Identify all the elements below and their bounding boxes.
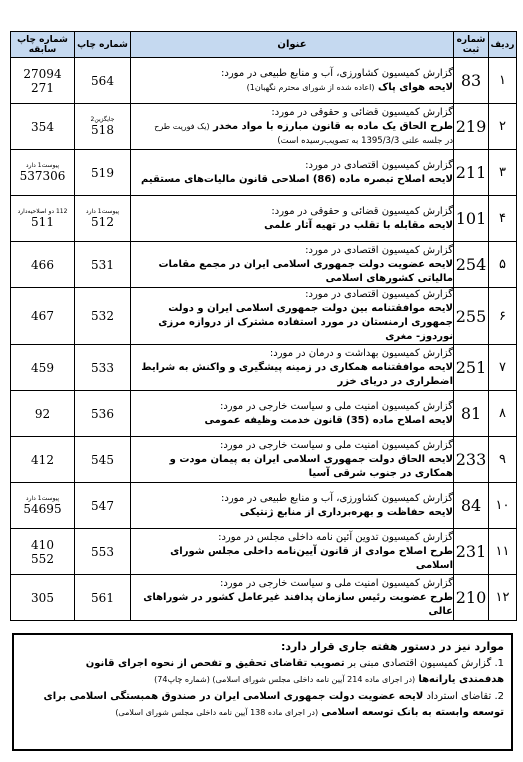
cell-sabt: 233 xyxy=(454,437,489,483)
title-line-2 xyxy=(131,506,453,520)
cell-chap-value: 536 xyxy=(91,406,114,421)
title-line-1: گزارش کمیسیون کشاورزی، آب و منابع طبیعی در مورد: xyxy=(221,67,453,79)
title-line-2 xyxy=(131,81,453,95)
cell-chap-value: 533 xyxy=(91,360,114,375)
cell-sabt: 84 xyxy=(454,483,489,529)
title-line-2 xyxy=(131,219,453,233)
cell-sabt: 101 xyxy=(454,196,489,242)
cell-radif: ۴ xyxy=(489,196,517,242)
cell-chap xyxy=(75,575,131,621)
title-main: لایحه اصلاح تبصره ماده (86) اصلاحی قانون مالیات‌های مستقیم xyxy=(141,173,453,185)
cell-sabt: 210 xyxy=(454,575,489,621)
table-row xyxy=(11,288,517,345)
cell-radif: ۷ xyxy=(489,345,517,391)
cell-title xyxy=(131,391,454,437)
header-sabeq: شماره چاپ سابقه xyxy=(11,32,75,58)
cell-sabeq xyxy=(11,345,75,391)
table-row xyxy=(11,437,517,483)
title-line-1: گزارش کمیسیون امنیت ملی و سیاست خارجی در مورد: xyxy=(219,439,453,451)
cell-sabt: 211 xyxy=(454,150,489,196)
note-1-part-b: تصویب xyxy=(310,658,345,669)
cell-title xyxy=(131,58,454,104)
title-line-2 xyxy=(131,414,453,428)
header-title: عنوان xyxy=(131,32,454,58)
table-row xyxy=(11,391,517,437)
agenda-table-container xyxy=(10,31,516,621)
note-2-part-b: لایحه عضویت دولت جمهوری اسلامی ایران در صندوق همبستگی اسلامی برای xyxy=(43,691,424,702)
cell-title xyxy=(131,150,454,196)
cell-chap-note: جایگزین2 xyxy=(90,116,115,123)
cell-sabeq xyxy=(11,483,75,529)
note-1-part-c: تقاضای تحقیق و تفحص از نحوه اجرای قانون xyxy=(85,658,308,669)
title-line-1: گزارش کمیسیون اقتصادی در مورد: xyxy=(305,289,453,300)
note-1-part-e: (در اجرای ماده 214 آیین نامه داخلی مجلس شورای اسلامی) (شماره چاپ74) xyxy=(154,675,416,684)
agenda-table xyxy=(10,31,517,621)
cell-sabeq xyxy=(11,437,75,483)
cell-sabeq xyxy=(11,242,75,288)
note-item-2 xyxy=(21,689,504,721)
cell-radif: ۹ xyxy=(489,437,517,483)
cell-radif: ۲ xyxy=(489,104,517,150)
cell-sabt: 219 xyxy=(454,104,489,150)
cell-sabeq-value: 459 xyxy=(31,360,54,375)
title-line-2 xyxy=(131,591,453,619)
title-line-1: گزارش کمیسیون تدوین آئین نامه داخلی مجلس در مورد: xyxy=(218,531,453,543)
cell-chap xyxy=(75,242,131,288)
cell-chap-value: 561 xyxy=(91,590,114,605)
cell-title xyxy=(131,242,454,288)
cell-sabt: 231 xyxy=(454,529,489,575)
cell-chap xyxy=(75,529,131,575)
cell-sabeq-value: 354 xyxy=(31,119,54,134)
note-2-part-a: 2. تقاضای استرداد xyxy=(426,691,504,702)
title-line-1: گزارش کمیسیون کشاورزی، آب و منابع طبیعی در مورد: xyxy=(221,492,453,504)
table-row xyxy=(11,345,517,391)
cell-sabeq-value: 511 xyxy=(31,215,54,229)
cell-sabt: 83 xyxy=(454,58,489,104)
title-line-1: گزارش کمیسیون قضائی و حقوقی در مورد: xyxy=(271,106,453,118)
cell-sabeq-value: 537306 xyxy=(19,169,66,183)
title-tail: (اعاده شده از شورای محترم نگهبان1) xyxy=(246,82,375,92)
cell-radif: ۱۰ xyxy=(489,483,517,529)
cell-title xyxy=(131,575,454,621)
cell-sabeq-note: پیوست1 دارد xyxy=(25,495,60,502)
cell-sabeq-value: 27094 271 xyxy=(23,66,62,95)
table-row xyxy=(11,483,517,529)
cell-title xyxy=(131,288,454,345)
cell-radif: ۱۱ xyxy=(489,529,517,575)
table-row xyxy=(11,575,517,621)
note-item-1 xyxy=(21,656,504,688)
cell-chap-value: 545 xyxy=(91,452,114,467)
cell-radif: ۶ xyxy=(489,288,517,345)
notes-box xyxy=(12,633,513,751)
cell-radif: ۳ xyxy=(489,150,517,196)
title-main: لایحه موافقتنامه همکاری در زمینه پیشگیری و واکنش به شرایط اضطراری در دریای خزر xyxy=(141,361,453,387)
cell-chap xyxy=(75,483,131,529)
cell-title xyxy=(131,529,454,575)
cell-chap-note: پیوست1 دارد xyxy=(85,208,120,215)
title-line-1: گزارش کمیسیون امنیت ملی و سیاست خارجی در مورد: xyxy=(219,577,453,589)
cell-sabeq-value: 410 552 xyxy=(31,537,54,566)
cell-sabeq xyxy=(11,575,75,621)
cell-sabeq-value: 412 xyxy=(31,452,54,467)
cell-sabeq-note: پیوست1 دارد xyxy=(25,162,60,169)
title-line-2 xyxy=(131,258,453,286)
cell-sabeq xyxy=(11,288,75,345)
note-1-part-d: هدفمندی یارانه‌ها xyxy=(418,674,504,685)
cell-sabeq xyxy=(11,196,75,242)
table-row xyxy=(11,529,517,575)
title-line-2 xyxy=(131,173,453,187)
table-body xyxy=(11,58,517,621)
cell-chap-value: 519 xyxy=(91,165,114,180)
title-line-1: گزارش کمیسیون بهداشت و درمان در مورد: xyxy=(269,347,453,359)
note-1-part-a: 1. گزارش کمیسیون اقتصادی مبنی بر xyxy=(347,658,504,669)
header-radif: ردیف xyxy=(489,32,517,58)
cell-chap xyxy=(75,196,131,242)
cell-sabeq-value: 305 xyxy=(31,590,54,605)
notes-heading: موارد نیز در دستور هفته جاری قرار دارد: xyxy=(280,640,504,653)
cell-title xyxy=(131,483,454,529)
title-line-2 xyxy=(131,453,453,481)
table-row xyxy=(11,150,517,196)
cell-sabeq-value: 54695 xyxy=(23,502,62,516)
title-main: لایحه هوای پاک xyxy=(378,81,453,93)
cell-sabeq xyxy=(11,391,75,437)
cell-radif: ۸ xyxy=(489,391,517,437)
cell-sabeq xyxy=(11,58,75,104)
title-main: لایحه الحاق دولت جمهوری اسلامی ایران به پیمان مودت و همکاری در جنوب شرقی آسیا xyxy=(169,453,453,479)
cell-chap xyxy=(75,104,131,150)
cell-sabt: 251 xyxy=(454,345,489,391)
table-header-row xyxy=(11,32,517,58)
title-main: لایحه حفاظت و بهره‌برداری از منابع ژنتیکی xyxy=(239,506,453,518)
table-row xyxy=(11,58,517,104)
table-row xyxy=(11,196,517,242)
title-line-2 xyxy=(131,302,453,344)
note-2-part-d: (در اجرای ماده 138 آیین نامه داخلی مجلس شورای اسلامی) xyxy=(115,708,319,717)
cell-chap xyxy=(75,437,131,483)
title-main: طرح اصلاح موادی از قانون آیین‌نامه داخلی مجلس شورای اسلامی xyxy=(170,545,453,571)
title-main: طرح الحاق یک ماده به قانون مبارزه با مواد مخدر xyxy=(213,120,453,132)
cell-title xyxy=(131,345,454,391)
cell-chap xyxy=(75,58,131,104)
cell-sabt: 254 xyxy=(454,242,489,288)
cell-chap xyxy=(75,345,131,391)
cell-chap-value: 547 xyxy=(91,498,114,513)
title-line-1: گزارش کمیسیون امنیت ملی و سیاست خارجی در مورد: xyxy=(219,400,453,412)
cell-chap xyxy=(75,288,131,345)
cell-sabeq-value: 92 xyxy=(34,406,51,421)
title-line-1: گزارش کمیسیون قضائی و حقوقی در مورد: xyxy=(271,205,453,217)
cell-radif: ۵ xyxy=(489,242,517,288)
cell-chap-value: 531 xyxy=(91,257,114,272)
cell-chap-value: 518 xyxy=(91,123,114,137)
cell-sabeq-note: 112 دو اصلاحیه‌دارد xyxy=(17,208,68,215)
header-sabt: شماره ثبت xyxy=(454,32,489,58)
title-main: لایحه مقابله با تقلب در تهیه آثار علمی xyxy=(264,219,453,231)
cell-sabeq-value: 466 xyxy=(31,257,54,272)
cell-sabeq-value: 467 xyxy=(31,309,54,323)
cell-chap xyxy=(75,150,131,196)
title-line-2 xyxy=(131,361,453,389)
title-main: لایحه موافقتنامه بین دولت جمهوری اسلامی ایران و دولت جمهوری ارمنستان در مورد استفاده مشترک از دروازه مرزی نوردوز- مغری xyxy=(158,303,453,342)
title-line-3: در جلسه علنی 1395/3/3 به تصویب‌رسیده است) xyxy=(277,135,453,146)
cell-chap-value: 532 xyxy=(91,309,114,323)
cell-title xyxy=(131,104,454,150)
title-main: لایحه عضویت دولت جمهوری اسلامی ایران در مجمع مقامات مالیاتی کشورهای اسلامی xyxy=(158,258,453,284)
table-row xyxy=(11,104,517,150)
cell-chap-value: 512 xyxy=(91,215,114,229)
title-line-1: گزارش کمیسیون اقتصادی در مورد: xyxy=(305,244,453,256)
cell-sabt: 255 xyxy=(454,288,489,345)
cell-radif: ۱۲ xyxy=(489,575,517,621)
cell-sabeq xyxy=(11,529,75,575)
cell-chap xyxy=(75,391,131,437)
cell-title xyxy=(131,196,454,242)
cell-chap-value: 553 xyxy=(91,544,114,559)
cell-chap-value: 564 xyxy=(91,73,114,88)
title-main: طرح عضویت رئیس سازمان پدافند غیرعامل کشور در شوراهای عالی xyxy=(143,591,453,617)
title-line-1: گزارش کمیسیون اقتصادی در مورد: xyxy=(305,159,453,171)
cell-sabt: 81 xyxy=(454,391,489,437)
title-tail: (یک فوریت طرح xyxy=(154,121,210,131)
header-chap: شماره چاپ xyxy=(75,32,131,58)
cell-sabeq xyxy=(11,150,75,196)
title-line-2 xyxy=(131,545,453,573)
note-2-part-c: توسعه وابسته به بانک توسعه اسلامی xyxy=(321,707,504,718)
cell-radif: ۱ xyxy=(489,58,517,104)
title-main: لایحه اصلاح ماده (35) قانون خدمت وظیفه عمومی xyxy=(204,414,453,426)
table-row xyxy=(11,242,517,288)
title-line-2 xyxy=(131,120,453,134)
cell-sabeq xyxy=(11,104,75,150)
cell-title xyxy=(131,437,454,483)
